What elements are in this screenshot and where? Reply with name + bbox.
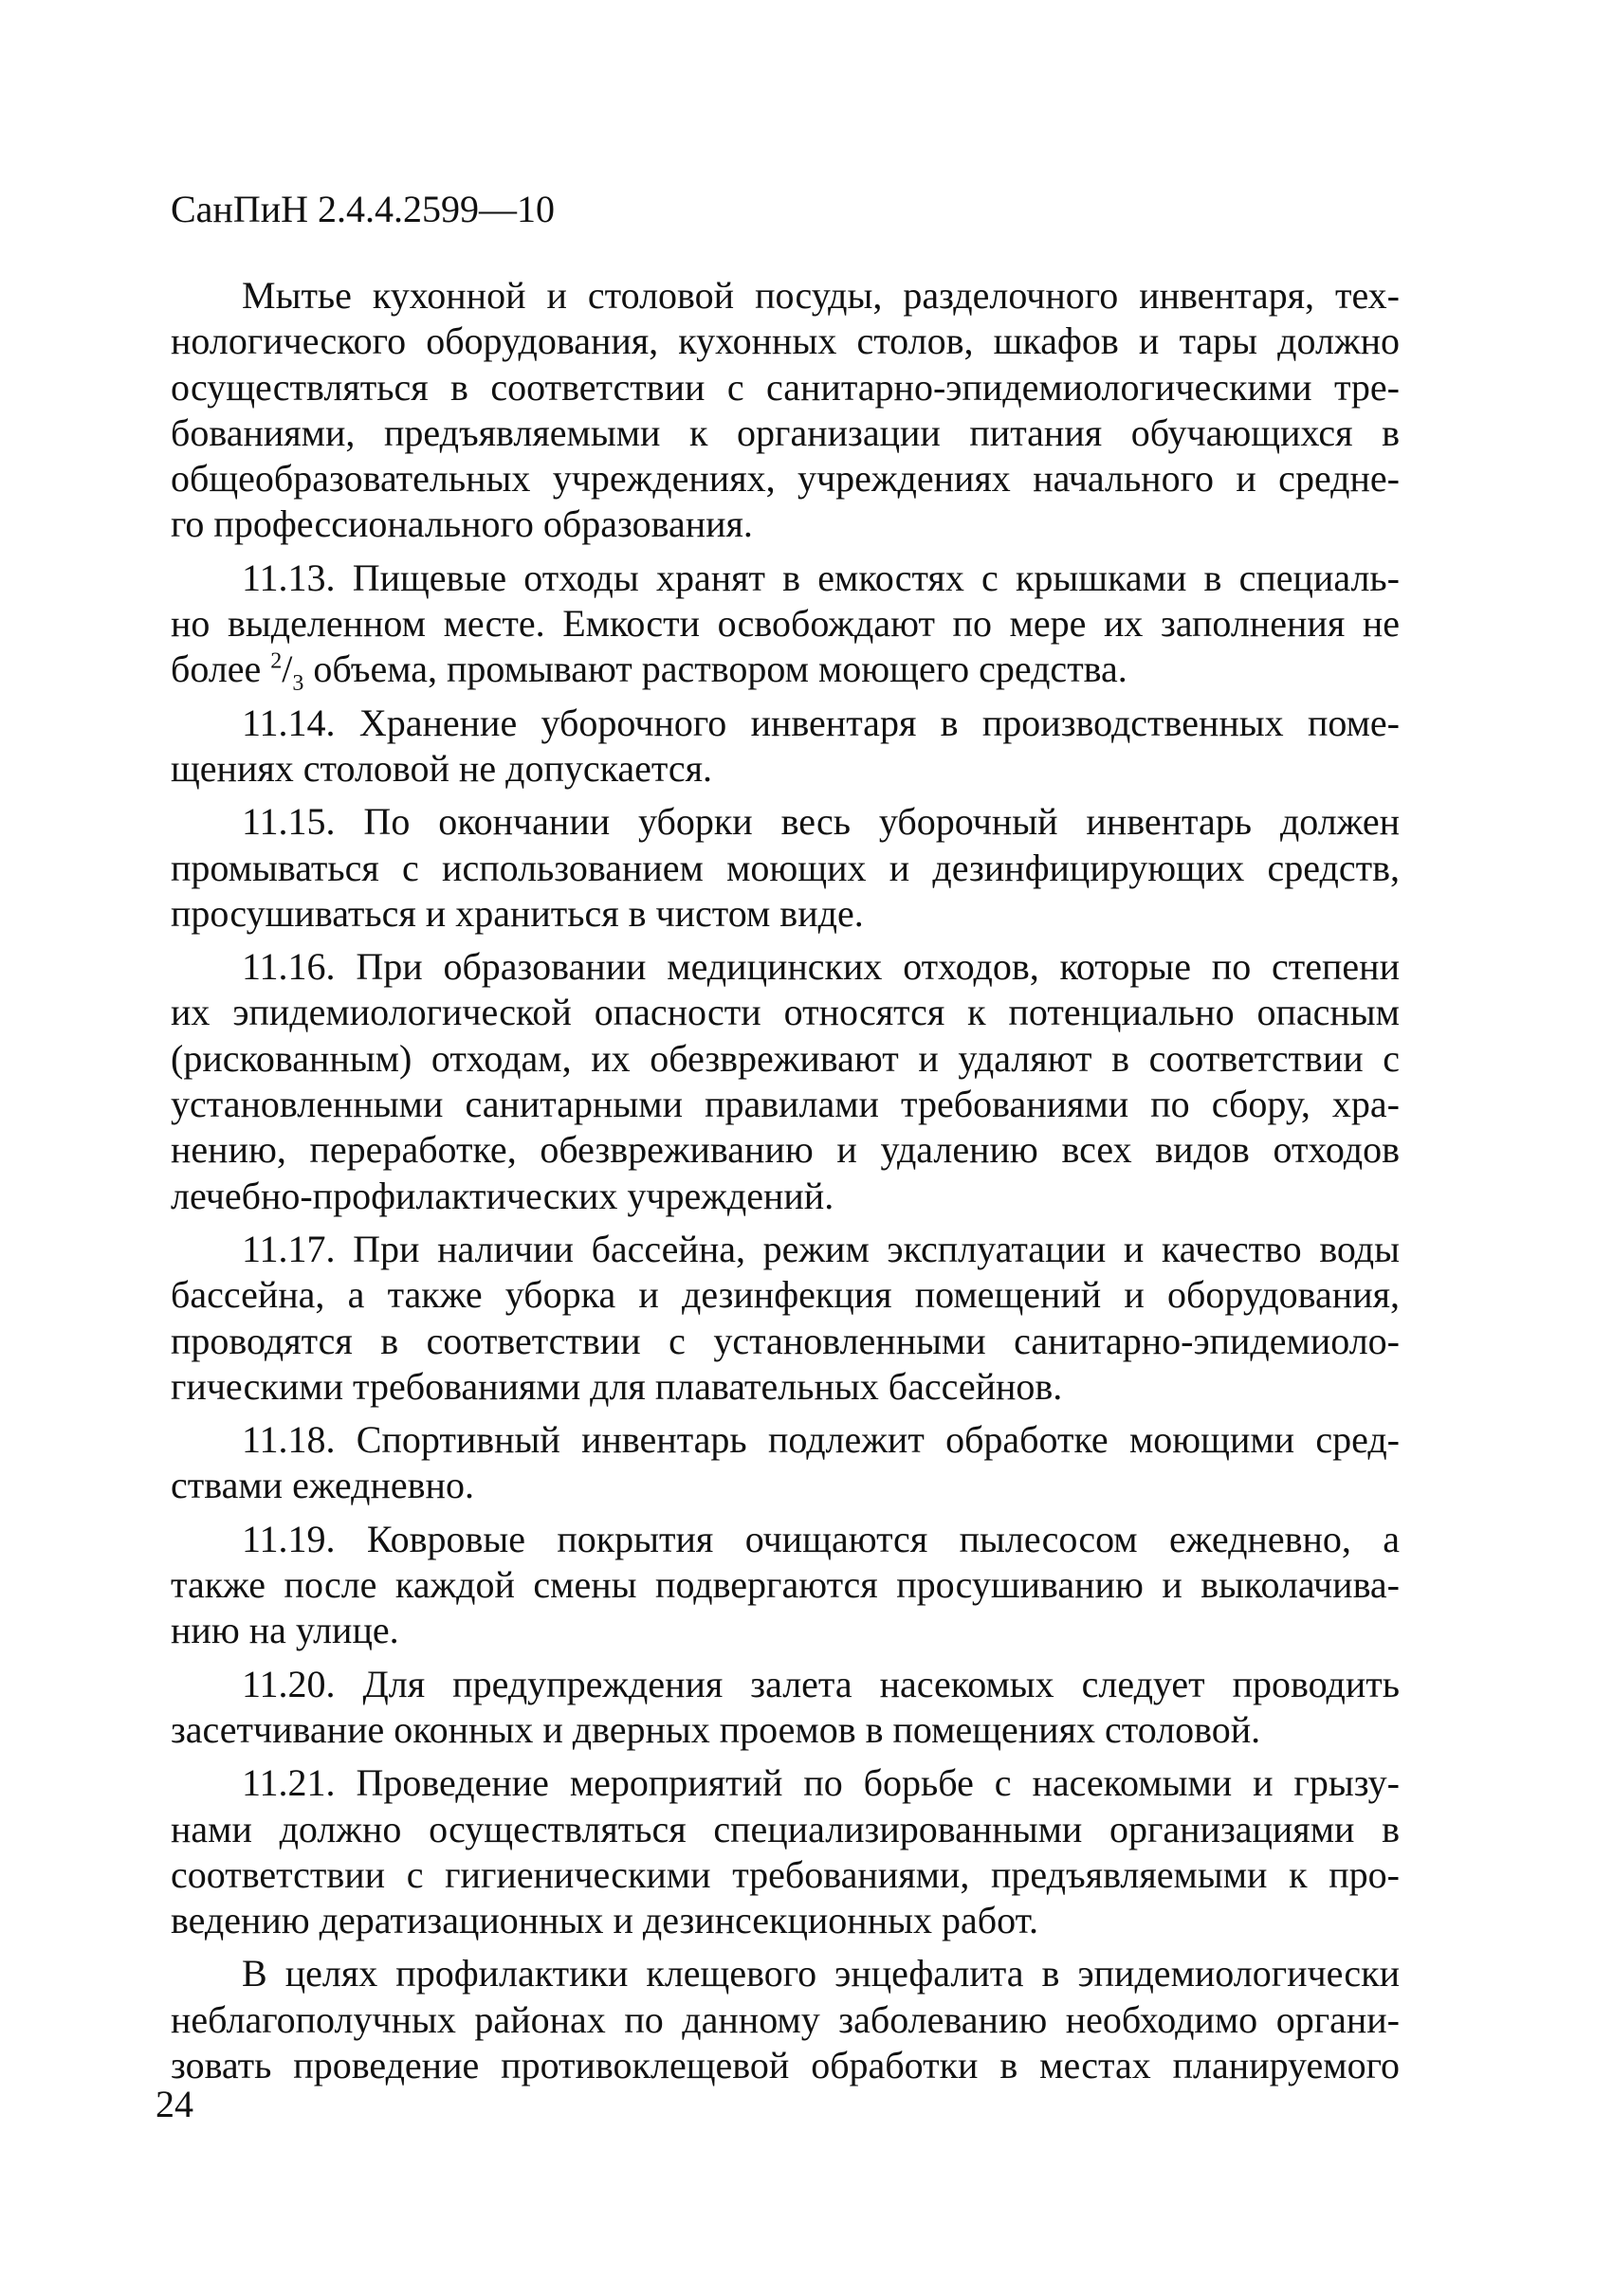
text-fragment: объема, промывают раствором моющего средства. [313,647,1127,691]
text-line: зовать проведение противоклещевой обработки в местах планируемого [171,2043,1400,2086]
text-line: бованиями, предъявляемыми к организации питания обучающихся в [171,410,1400,454]
paragraph-11-18 [171,1417,1400,1509]
text-line: бассейна, а также уборка и дезинфекция помещений и оборудования, [171,1273,1400,1317]
text-line: В целях профилактики клещевого энцефалита в эпидемиологически [242,1952,1400,1995]
text-line: их эпидемиологической опасности относятся к потенциально опасным [171,991,1400,1034]
paragraph-11-15 [171,799,1400,937]
text-line: 11.21. Проведение мероприятий по борьбе с насекомыми и грызу- [242,1761,1400,1805]
text-line: осуществляться в соответствии с санитарно-эпидемиологическими тре- [171,365,1400,409]
paragraph-11-14 [171,701,1400,793]
text-line: лечебно-профилактических учреждений. [171,1174,834,1217]
text-line: ствами ежедневно. [171,1464,474,1507]
text-line: установленными санитарными правилами требованиями по сбору, хра- [171,1083,1400,1126]
text-line: ведению дератизационных и дезинсекционных работ. [171,1899,1039,1942]
paragraph-encephalitis [171,1951,1400,2088]
text-fragment: более [171,647,262,691]
text-line: 11.15. По окончании уборки весь уборочный инвентарь должен [242,800,1400,844]
fraction-separator: / [282,647,293,691]
text-line: но выделенном месте. Емкости освобождают по мере их заполнения не [171,602,1400,646]
text-line: го профессионального образования. [171,502,753,546]
text-line: промываться с использованием моющих и дезинфицирующих средств, [171,846,1400,889]
text-line: Мытье кухонной и столовой посуды, разделочного инвентаря, тех- [242,274,1400,317]
text-line: засетчивание оконных и дверных проемов в помещениях столовой. [171,1707,1261,1751]
text-line: 11.14. Хранение уборочного инвентаря в производственных поме- [242,701,1400,744]
text-line: 11.20. Для предупреждения залета насекомых следует проводить [242,1662,1400,1705]
fraction-denominator: 3 [292,671,304,697]
text-line: просушиваться и храниться в чистом виде. [171,891,864,935]
paragraph-11-17 [171,1227,1400,1410]
paragraph-11-20 [171,1662,1400,1754]
text-line: (рискованным) отходам, их обезвреживают и удаляют в соответствии с [171,1036,1400,1080]
text-line: 11.17. При наличии бассейна, режим эксплуатации и качество воды [242,1227,1400,1270]
text-line: проводятся в соответствии с установленными санитарно-эпидемиоло- [171,1319,1400,1362]
document-code-header: СанПиН 2.4.4.2599—10 [171,188,556,230]
text-line: неблагополучных районах по данному заболеванию необходимо органи- [171,1997,1400,2041]
text-line: гическими требованиями для плавательных бассейнов. [171,1364,1063,1408]
paragraph-11-16 [171,944,1400,1219]
paragraph-11-13 [171,556,1400,697]
text-line: нами должно осуществляться специализированными организациями в [171,1807,1400,1850]
paragraph-dishwashing [171,273,1400,548]
text-line: нению, переработке, обезвреживанию и удалению всех видов отходов [171,1128,1400,1172]
paragraph-11-21 [171,1760,1400,1943]
text-line-with-fraction [171,647,1400,697]
text-line: щениях столовой не допускается. [171,746,713,790]
text-line: 11.16. При образовании медицинских отходов, которые по степени [242,945,1400,989]
text-line: нологического оборудования, кухонных столов, шкафов и тары должно [171,319,1400,363]
paragraph-11-19 [171,1517,1400,1654]
fraction-numerator: 2 [270,649,283,675]
text-line: нию на улице. [171,1609,399,1652]
text-line: соответствии с гигиеническими требованиями, предъявляемыми к про- [171,1852,1400,1896]
text-line: 11.18. Спортивный инвентарь подлежит обработке моющими сред- [242,1418,1400,1462]
page-number: 24 [156,2083,193,2125]
text-line: также после каждой смены подвергаются просушиванию и выколачива- [171,1563,1400,1607]
text-line: 11.19. Ковровые покрытия очищаются пылесосом ежедневно, а [242,1517,1400,1560]
fraction-two-thirds [270,647,304,697]
text-line: общеобразовательных учреждениях, учреждениях начального и средне- [171,457,1400,501]
text-line: 11.13. Пищевые отходы хранят в емкостях с крышками в специаль- [242,556,1400,599]
document-body [171,273,1400,2088]
